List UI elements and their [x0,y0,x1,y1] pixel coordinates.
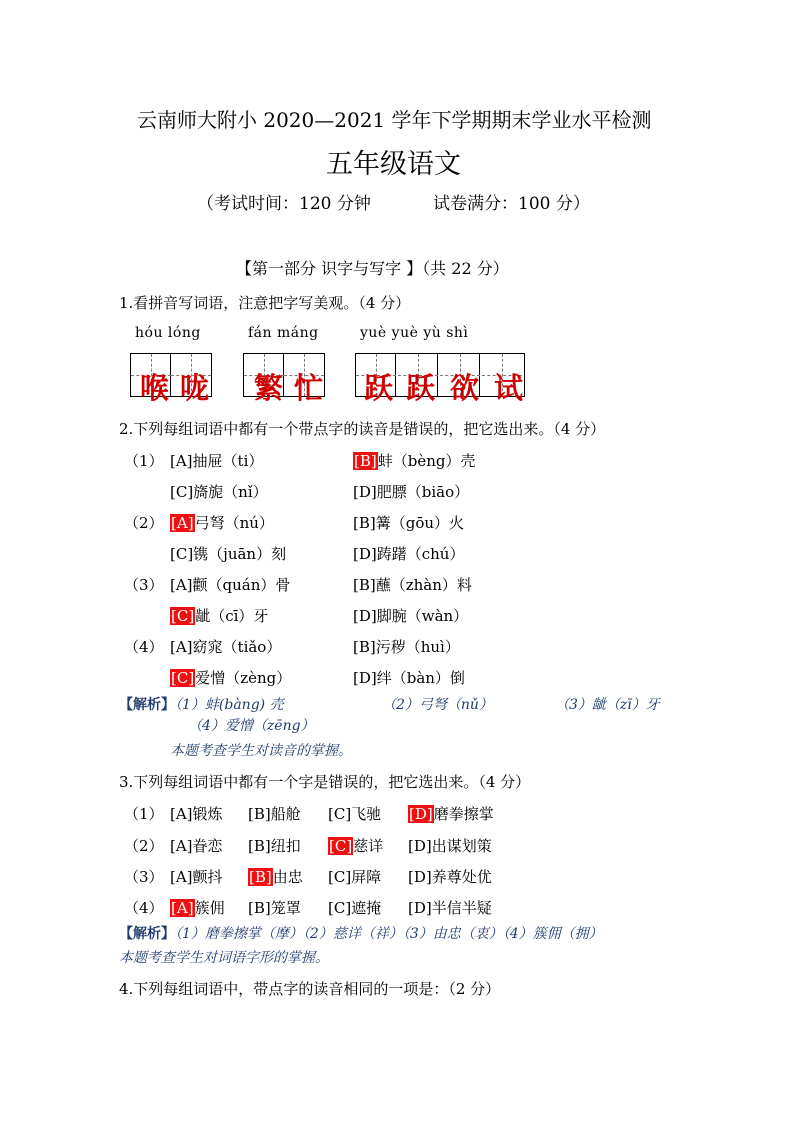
section-title: 【第一部分 识字与写字 】（共 22 分） [236,259,509,278]
answer-char: 忙 [294,371,324,405]
option-d: [D]脚腕（wàn） [353,607,469,625]
option-d: [D]肥膘（biāo） [353,483,470,501]
option-b: [B]蘸（zhàn）料 [353,576,472,594]
option-d: [D]出谋划策 [408,837,492,855]
option-a: [A]窈窕（tiǎo） [170,638,282,656]
option-marker: D [414,805,427,823]
explanation-note: 本题考查学生对读音的掌握。 [170,743,352,759]
exam-time: （考试时间：120 分钟 [197,194,371,214]
option-b: [B]蚌（bèng）壳 [354,452,476,470]
exam-header: 云南师大附小 2020—2021 学年下学期期末学业水平检测 [137,108,652,132]
option-a: [A]弓弩（nú） [171,514,274,532]
option-b: [B]笼罩 [248,899,301,917]
option-marker: A [176,899,188,917]
option-marker: C [176,669,189,687]
option-c: [C]龇（cī）牙 [171,607,269,625]
option-c: [C]屏障 [328,868,382,886]
option-b: [B]污秽（huì） [353,638,460,656]
answer-char: 跃 [406,371,436,405]
answer-char: 喉 [140,371,170,405]
group-number: （4） [124,899,164,917]
pinyin-1: hóu lóng [135,325,201,341]
group-number: （3） [124,868,164,886]
question-1: 1.看拼音写词语，注意把字写美观。（4 分） [119,294,411,312]
explanation-item: （3）龇（zī）牙 [555,697,660,713]
option-d: [D]养尊处优 [408,868,492,886]
group-number: （3） [124,576,164,594]
answer-char: 试 [494,371,524,405]
option-a: [A]簇佣 [171,899,225,917]
option-d: [D]半信半疑 [408,899,492,917]
answer-char: 咙 [180,371,210,405]
group-number: （2） [124,514,164,532]
explanation-label: 【解析】 [119,926,175,942]
group-number: （4） [124,638,164,656]
option-b: [B]纽扣 [248,837,301,855]
question-4: 4.下列每组词语中，带点字的读音相同的一项是：（2 分） [119,980,501,998]
option-marker: A [176,514,188,532]
question-3: 3.下列每组词语中都有一个字是错误的，把它选出来。（4 分） [119,773,531,791]
option-b: [B]由忠 [249,868,303,886]
explanation-item: （2）弓弩（nǔ） [382,697,493,713]
option-a: [A]颧（quán）骨 [170,576,291,594]
option-d: [D]踌躇（chú） [353,545,465,563]
question-2: 2.下列每组词语中都有一个带点字的读音是错误的，把它选出来。（4 分） [119,420,606,438]
option-b: [B]船舱 [248,805,301,823]
group-number: （1） [124,805,164,823]
answer-char: 跃 [364,371,394,405]
option-c: [C]镌（juān）刻 [170,545,287,563]
explanation: 【解析】（1）蚌(bàng) 壳 [119,697,284,713]
option-marker: B [359,452,371,470]
explanation: 【解析】（1）磨拳擦掌（摩）（2）慈详（祥）（3）由忠（衷）（4）簇佣（拥） [119,926,603,942]
option-b: [B]篝（gōu）火 [353,514,465,532]
option-a: [A]颤抖 [170,868,223,886]
option-a: [A]抽屉（ti） [170,452,264,470]
group-number: （1） [124,452,164,470]
option-c: [C]飞驰 [328,805,382,823]
option-d: [D]磨拳擦掌 [409,805,494,823]
answer-char: 繁 [254,371,284,405]
option-marker: C [176,607,189,625]
pinyin-3: yuè yuè yù shì [360,325,469,341]
answer-char: 欲 [450,371,480,405]
explanation-note: 本题考查学生对词语字形的掌握。 [119,950,329,966]
pinyin-2: fán máng [248,325,319,341]
option-a: [A]眷恋 [170,837,223,855]
explanation-item: （4）爱憎（zēng） [188,718,315,734]
option-a: [A]锻炼 [170,805,223,823]
group-number: （2） [124,837,164,855]
option-c: [C]慈详 [329,837,384,855]
option-c: [C]爱憎（zèng） [171,669,292,687]
option-d: [D]绊（bàn）倒 [353,669,465,687]
page-title: 五年级语文 [326,149,461,180]
option-marker: B [254,868,266,886]
full-score: 试卷满分：100 分） [433,194,590,214]
option-c: [C]遮掩 [328,899,382,917]
option-c: [C]旖旎（nǐ） [170,483,268,501]
option-marker: C [334,837,347,855]
explanation-label: 【解析】 [119,697,175,713]
